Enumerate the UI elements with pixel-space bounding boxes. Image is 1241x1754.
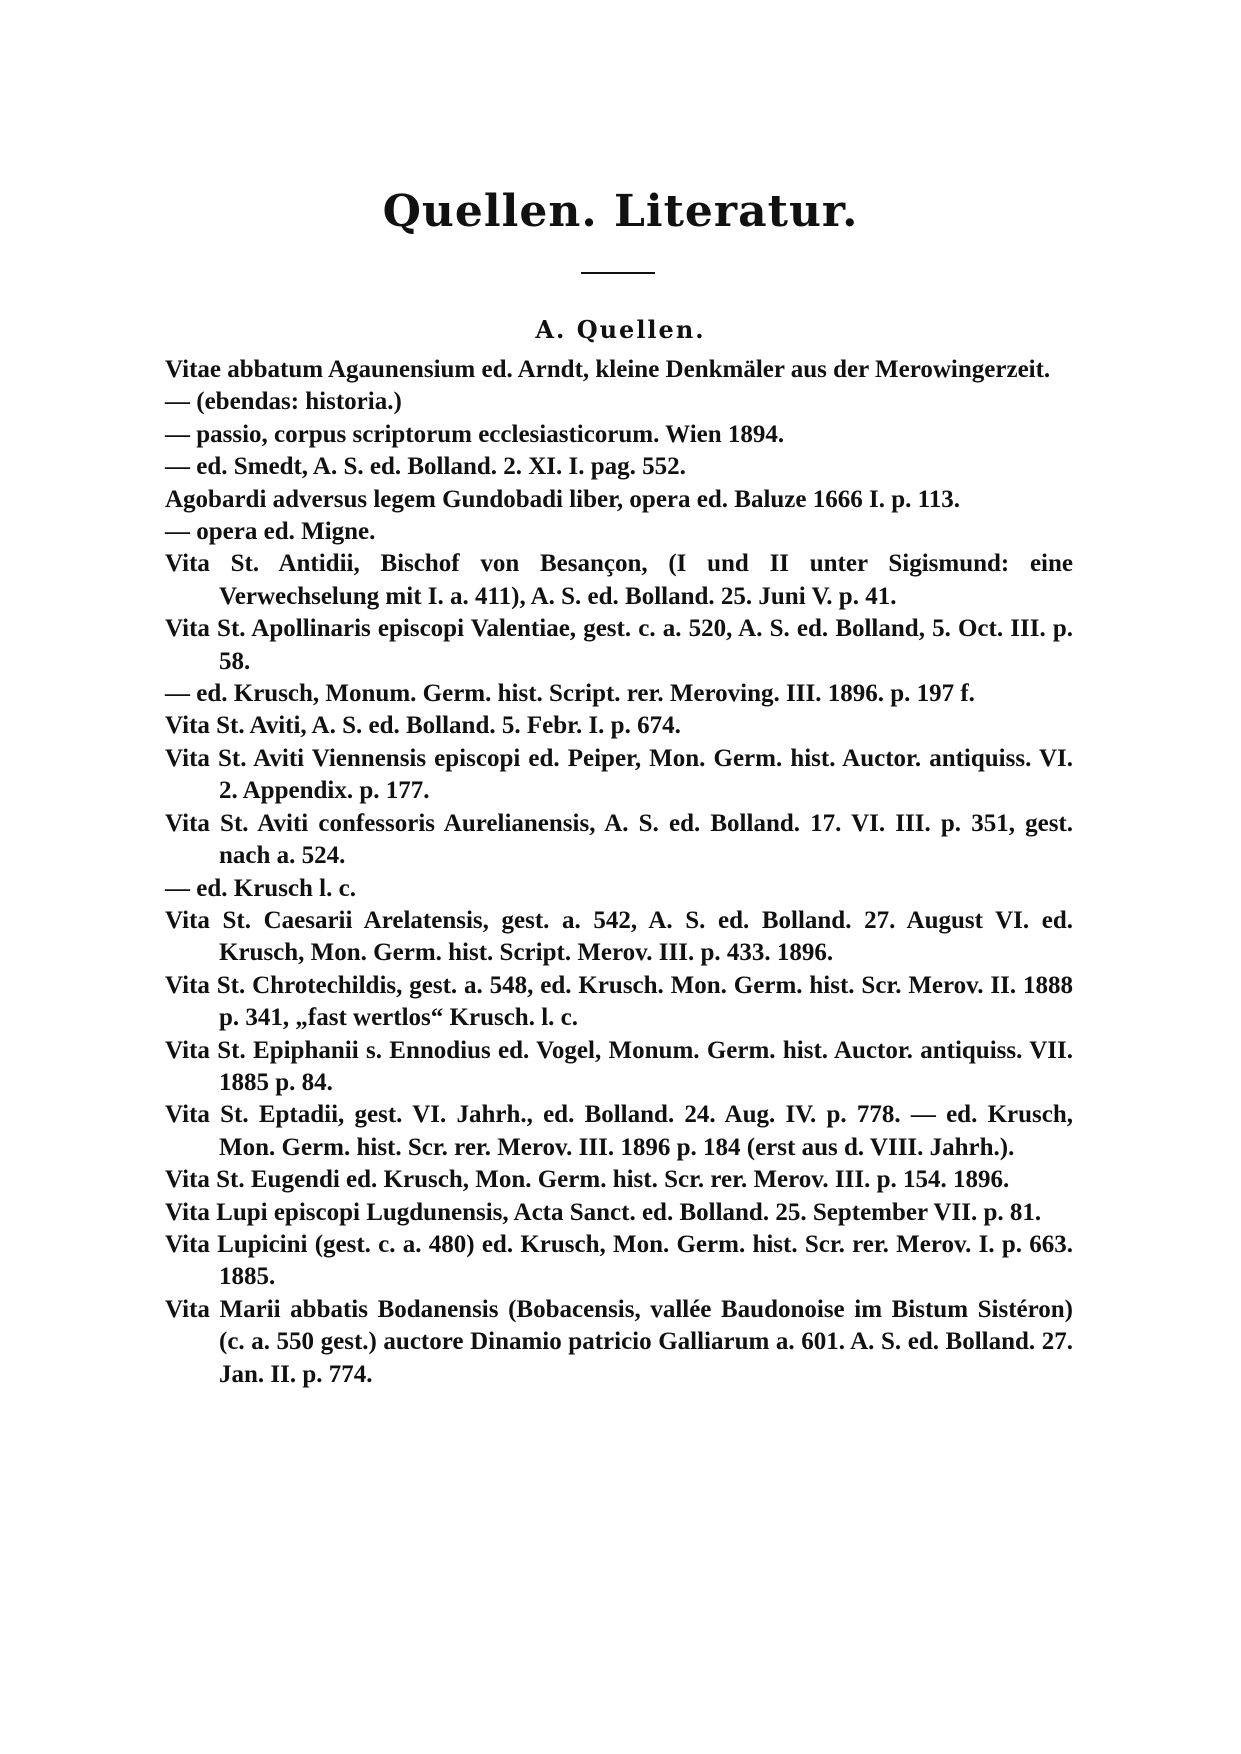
source-entry: Vita St. Eptadii, gest. VI. Jahrh., ed. Bolland. 24. Aug. IV. p. 778. — ed. Krusch, Mon. Germ. hist. Scr. rer. Merov. III. 1896 p. 184 (erst aus d. VIII. Jahrh.). (165, 1101, 1073, 1161)
source-entry: Vita Marii abbatis Bodanensis (Bobacensis, vallée Baudonoise im Bistum Sistéron) (c. a. 550 gest.) auctore Dinamio patricio Galliarum a. 601. A. S. ed. Bolland. 27. Jan. II. p. 774. (165, 1295, 1073, 1388)
source-entry: Vita St. Chrotechildis, gest. a. 548, ed. Krusch. Mon. Germ. hist. Scr. Merov. II. 1888 p. 341, „fast wertlos“ Krusch. l. c. (165, 971, 1073, 1032)
source-entry: Vita St. Epiphanii s. Ennodius ed. Vogel, Monum. Germ. hist. Auctor. antiquiss. VII. 1885 p. 84. (165, 1036, 1073, 1096)
source-entry: — opera ed. Migne. (165, 518, 376, 546)
source-entry: — ed. Krusch, Monum. Germ. hist. Script. rer. Meroving. III. 1896. p. 197 f. (165, 680, 975, 708)
source-entry: — ed. Krusch l. c. (165, 874, 356, 902)
source-list (165, 354, 1073, 1391)
source-entry: Vita Lupi episcopi Lugdunensis, Acta Sanct. ed. Bolland. 25. September VII. p. 81. (165, 1198, 1042, 1226)
section-heading: A. Quellen. (535, 315, 706, 344)
source-entry: Vita St. Eugendi ed. Krusch, Mon. Germ. hist. Scr. rer. Merov. III. p. 154. 1896. (165, 1166, 1010, 1194)
page-title: Quellen. Literatur. (382, 186, 859, 237)
source-entry: — passio, corpus scriptorum ecclesiasticorum. Wien 1894. (165, 420, 785, 448)
source-entry: Vita St. Antidii, Bischof von Besançon, (I und II unter Sigismund: eine Verwechselung mit I. a. 411), A. S. ed. Bolland. 25. Juni V. p. 41. (165, 550, 1073, 610)
source-entry: Vita Lupicini (gest. c. a. 480) ed. Krusch, Mon. Germ. hist. Scr. rer. Merov. I. p. 663. 1885. (165, 1230, 1073, 1291)
source-entry: — (ebendas: historia.) (165, 388, 402, 416)
source-entry: Vita St. Aviti Viennensis episcopi ed. Peiper, Mon. Germ. hist. Auctor. antiquiss. VI. 2. Appendix. p. 177. (165, 744, 1073, 805)
source-entry: — ed. Smedt, A. S. ed. Bolland. 2. XI. I. pag. 552. (165, 453, 686, 481)
source-entry: Vita St. Aviti, A. S. ed. Bolland. 5. Febr. I. p. 674. (165, 712, 681, 740)
source-entry: Vita St. Caesarii Arelatensis, gest. a. 542, A. S. ed. Bolland. 27. August VI. ed. Krusch, Mon. Germ. hist. Script. Merov. III. p. 433. 1896. (165, 906, 1073, 967)
source-entry: Vita St. Aviti confessoris Aurelianensis, A. S. ed. Bolland. 17. VI. III. p. 351, gest. nach a. 524. (165, 809, 1073, 870)
source-entry: Vita St. Apollinaris episcopi Valentiae, gest. c. a. 520, A. S. ed. Bolland, 5. Oct. III. p. 58. (165, 615, 1073, 675)
title-divider (581, 272, 655, 274)
source-entry: Vitae abbatum Agaunensium ed. Arndt, kleine Denkmäler aus der Merowingerzeit. (165, 356, 1051, 383)
source-entry: Agobardi adversus legem Gundobadi liber, opera ed. Baluze 1666 I. p. 113. (165, 485, 960, 513)
